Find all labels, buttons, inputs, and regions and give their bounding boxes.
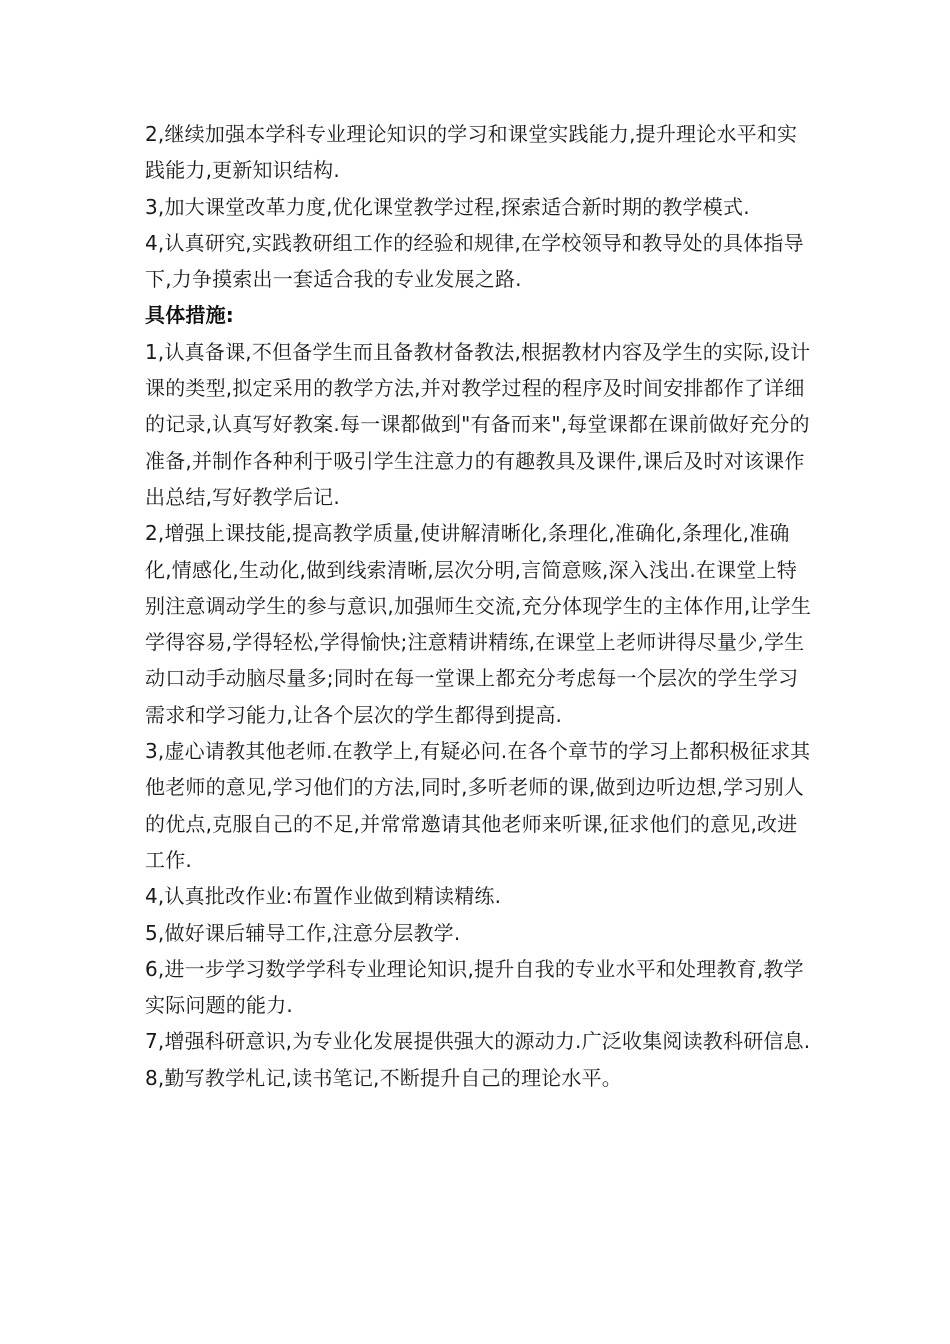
measure-item-4: 4,认真批改作业:布置作业做到精读精练. — [145, 884, 502, 909]
measure-item-7: 7,增强科研意识,为专业化发展提供强大的源动力.广泛收集阅读教科研信息. — [145, 1029, 811, 1054]
measures-heading: 具体措施: — [145, 303, 234, 328]
measure-item-6: 6,进一步学习数学学科专业理论知识,提升自我的专业水平和处理教育,教学实际问题的能力. — [145, 956, 804, 1018]
document-body — [145, 116, 815, 1096]
measure-item-8: 8,勤写教学札记,读书笔记,不断提升自己的理论水平。 — [145, 1065, 622, 1090]
goal-item-4: 4,认真研究,实践教研组工作的经验和规律,在学校领导和教导处的具体指导下,力争摸索出一套适合我的专业发展之路. — [145, 230, 804, 292]
measure-item-2: 2,增强上课技能,提高教学质量,使讲解清晰化,条理化,准确化,条理化,准确化,情感化,生动化,做到线索清晰,层次分明,言简意赅,深入浅出.在课堂上特别注意调动学生的参与意识,加强师生交流,充分体现学生的主体作用,让学生学得容易,学得轻松,学得愉快;注意精讲精练,在课堂上老师讲得尽量少,学生动口动手动脑尽量多;同时在每一堂课上都充分考虑每一个层次的学生学习需求和学习能力,让各个层次的学生都得到提高. — [145, 521, 812, 727]
measure-item-3: 3,虚心请教其他老师.在教学上,有疑必问.在各个章节的学习上都积极征求其他老师的意见,学习他们的方法,同时,多听老师的课,做到边听边想,学习别人的优点,克服自己的不足,并常常邀请其他老师来听课,征求他们的意见,改进工作. — [145, 739, 811, 872]
goal-item-3: 3,加大课堂改革力度,优化课堂教学过程,探索适合新时期的教学模式. — [145, 194, 750, 219]
measure-item-1: 1,认真备课,不但备学生而且备教材备教法,根据教材内容及学生的实际,设计课的类型,拟定采用的教学方法,并对教学过程的程序及时间安排都作了详细的记录,认真写好教案.每一课都做到"有备而来",每堂课都在课前做好充分的准备,并制作各种利于吸引学生注意力的有趣教具及课件,课后及时对该课作出总结,写好教学后记. — [145, 339, 811, 509]
measure-item-5: 5,做好课后辅导工作,注意分层教学. — [145, 920, 461, 945]
goal-item-2: 2,继续加强本学科专业理论知识的学习和课堂实践能力,提升理论水平和实践能力,更新知识结构. — [145, 122, 798, 183]
